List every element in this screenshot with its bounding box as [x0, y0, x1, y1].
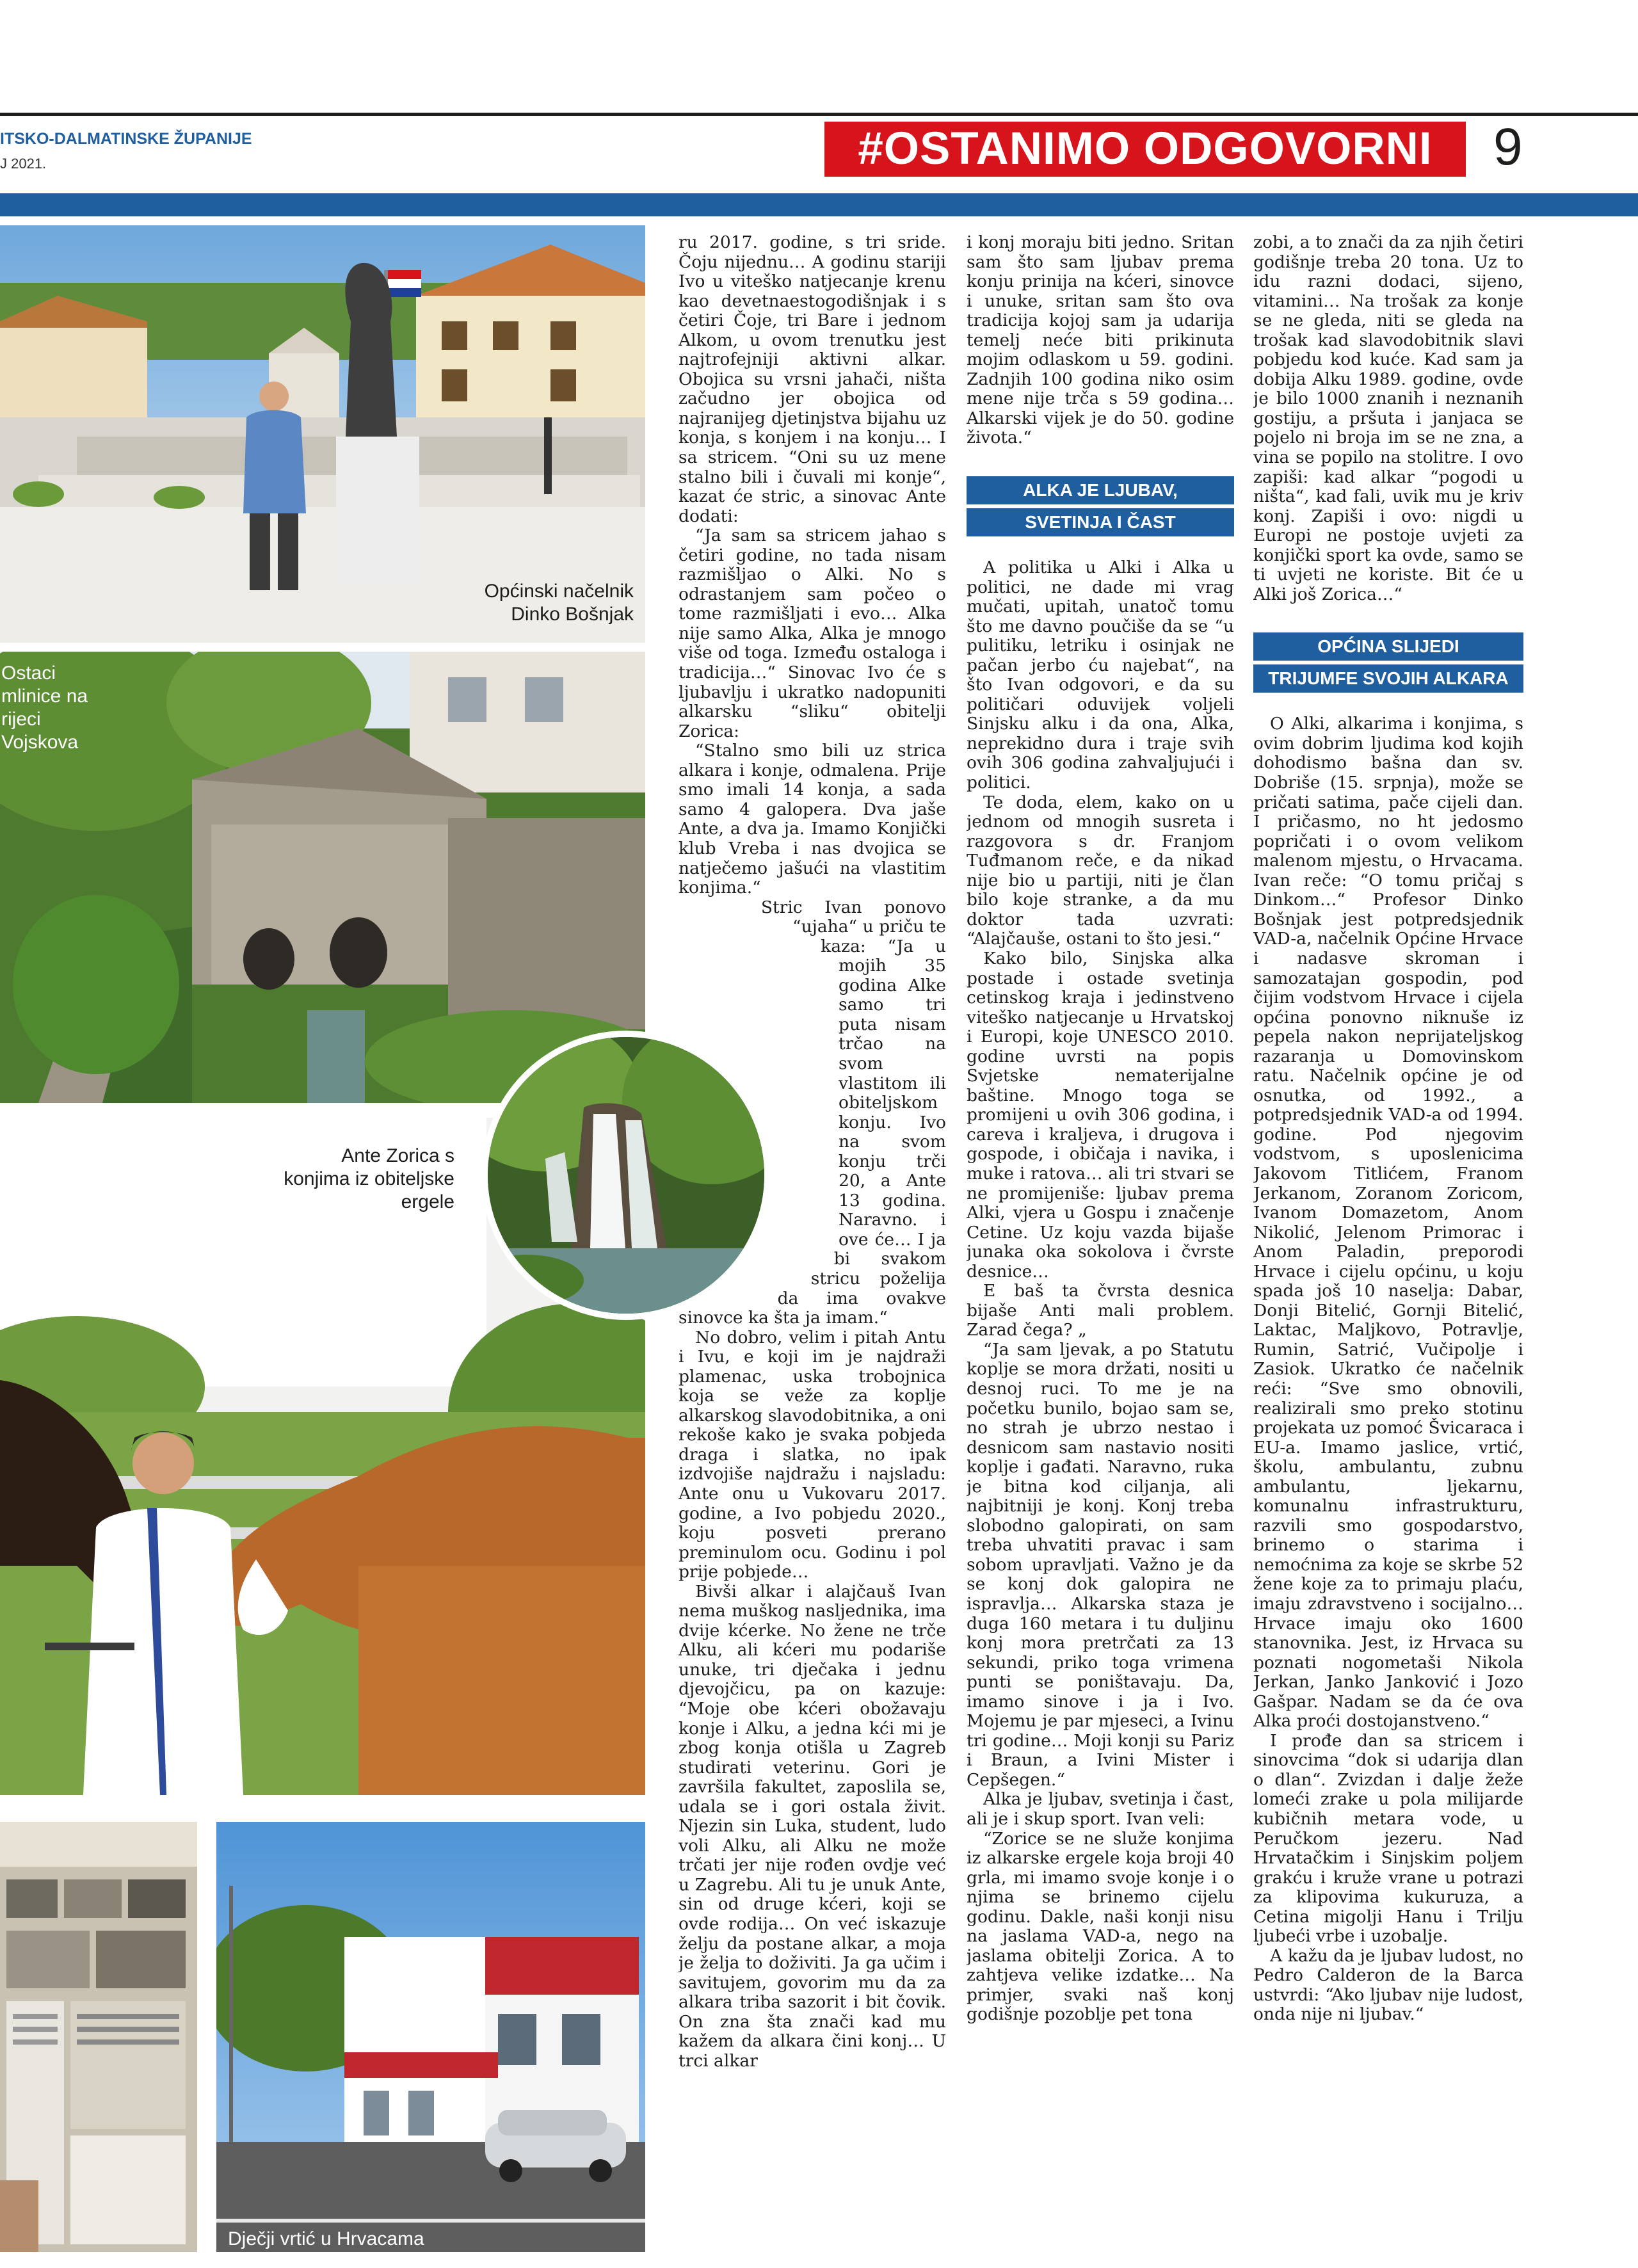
- paragraph: I prođe dan sa stricem i sinovcima “dok si udarija dlan o dlan“. Zvizdan i dalje žeže lomeći zrake u pola milijarde kubičnih metara vode, u Peručkom jezeru. Nad Hrvatačkim i Sinjskim poljem grakću i kruže vrane u potrazi za klipovima kukuruza, a Cetina migolji Hanu i Trilju ljubeći vrbe i uzobalje.: [1253, 1730, 1523, 1947]
- photo-kindergarten: [216, 1822, 645, 2252]
- caption-horses: Ante Zorica s konjima iz obiteljske ergele: [284, 1145, 454, 1212]
- header-rule: [0, 113, 1638, 116]
- paragraph: No dobro, velim i pitah Antu i Ivu, e koji im je najdraži plamenac, uska trobojnica koja se veže za koplje alkarskog slavodobitnika, a oni rekoše kako je svaka pobjeda draga i slatka, no ipak izdvojiše najdražu i najsladu: Ante onu u Vukovaru 2017. godine, a Ivo pobjedu 2020., koju posveti prerano preminulom ocu. Godinu i pol prije pobjede…: [678, 1327, 946, 1582]
- paragraph: i konj moraju biti jedno. Sritan sam što sam ljubav prema konju prinija na kćeri, sinovce i unuke, sritan sam što ova tradicija kojoj sam ja udarija temelj neće biti prikinuta mojim odlaskom u 59. godini. Zadnjih 100 godina niko osim mene nije trča s 59 godina… Alkarski vijek je do 50. godine života.“: [967, 233, 1234, 448]
- caption-mayor: Općinski načelnik Dinko Bošnjak: [484, 581, 634, 625]
- paragraph: Te doda, elem, kako on u jednom od mnogih susreta i razgovora s dr. Franjom Tuđmanom reče, e da nikad nije bio u partiji, niti je član bilo koje stranke, a da mu doktor tada uzvrati: “Alajčauše, ostani to što jesi.“: [967, 792, 1234, 949]
- paragraph: ru 2017. godine, s tri sride. Čoju nijednu… A godinu stariji Ivo u viteško natjecanje krenu kao devetnaestogodišnjak i s četiri Čoje, tri Bare i jednom Alkom, u ovom trenutku jest najtrofejniji aktivni alkar. Obojica su vrsni jahači, ništa začudno jer obojica od najranijeg djetinjstva bijahu uz konja, s konjem i na konju… I sa stricem. “Oni su uz mene stalno bili i čuvali mi konje“, kazat će stric, a sinovac Ante dodati:: [678, 233, 946, 526]
- section-title: ITSKO-DALMATINSKE ŽUPANIJE: [0, 130, 252, 148]
- article-column-3: [1253, 233, 1523, 2256]
- caption-kindergarten: Dječji vrtić u Hrvacama: [228, 2228, 424, 2249]
- paragraph: Bivši alkar i alajčauš Ivan nema muškog nasljednika, ima dvije kćerke. No žene ne trče Alku, ali kćeri mu podariše unuke, tri dječaka i jednu djevojčicu, pa on kazuje: “Moje obe kćeri obožavaju konje i Alku, a jedna kći mi je zbog konja otišla u Zagreb studirati veterinu. Gori je završila fakultet, zaposlila se, udala se i gori ostala živit. Njezin sin Luka, student, ludo voli Alku, ali Alku ne može trčati jer nije rođen ovdje već u Zagrebu. Ali tu je unuk Ante, sin od druge kćeri, koji se ovde rodija… On već iskazuje želju da postane alkar, a moja je želja to doživiti. Ja ga učim i savitujem, govorim mu da za alkara triba sazorit i bit čovik. On zna šta znači kad mu kažem da alkara čini konj… U trci alkar: [678, 1581, 946, 2071]
- paragraph: E baš ta čvrsta desnica bijaše Anti mali problem. Zarad čega? „: [967, 1281, 1234, 1340]
- paragraph: “Zorice se ne služe konjima iz alkarske ergele koja broji 40 grla, mi imamo svoje konje i o njima se brinemo cijelu godinu. Dakle, naši konji nisu na jaslama VAD-a, nego na jaslama obitelji Zorica. A to zahtjeva velike izdatke… Na primjer, svaki naš konj godišnje pozoblje pet tona: [967, 1828, 1234, 2025]
- photo-exhibit: [0, 1822, 197, 2252]
- subheading-line-1: ALKA JE LJUBAV,: [967, 476, 1234, 504]
- subheading-line-2: SVETINJA I ČAST: [967, 508, 1234, 536]
- paragraph: Kako bilo, Sinjska alka postade i ostade svetinja cetinskog kraja i jedinstveno viteško natjecanje u Hrvatskoj i Europi, koje UNESCO 2010. godine uvrsti na popis Svjetske nematerijalne baštine. Mnogo toga se promijeni u ovih 306 godina, i careva i kraljeva, i drugova i gospode, i običaja i navika, i muke i ratova… ali tri stvari se ne promijeniše: ljubav prema Alki, vjera u Gospu i značenje Cetine. Uz koju vazda bijaše junaka oka sokolova i čvrste desnice…: [967, 948, 1234, 1282]
- caption-mill: Ostaci mlinice na rijeci Vojskova: [1, 663, 88, 753]
- header-blue-bar: [0, 193, 1638, 216]
- article-column-1: [678, 233, 946, 2256]
- page-number: 9: [1493, 118, 1523, 176]
- campaign-banner: #OSTANIMO ODGOVORNI: [824, 122, 1466, 177]
- article-column-2: [967, 233, 1234, 2256]
- paragraph: O Alki, alkarima i konjima, s ovim dobrim ljudima kod kojih dohodismo bašna dan sv. Dobriše (15. srpnja), može se pričati satima, pače cijeli dan. I pričasmo, no ht jedosmo popričati i o ovom velikom malenom mjestu, o Hrvacama. Ivan reče: “O tomu pričaj s Dinkom…“ Profesor Dinko Bošnjak jest potpredsjednik VAD-a, načelnik Općine Hrvace i nadasve skroman i samozatajan gospodin, pod čijim vodstvom Hrvace i cijela općina ponovno niknuše iz pepela nakon neprijateljskog razaranja u Domovinskom ratu. Načelnik općine je od osnutka, od 1992., a potpredsjednik VAD-a od 1994. godine. Pod njegovim vodstvom, s uposlenicima Jakovom Titlićem, Franom Jerkanom, Zoranom Zoricom, Ivanom Domazetom, Anom Nikolić, Jelenom Primorac i Anom Paladin, preporodi Hrvace i cijelu općinu, u koju spada još 10 naselja: Dabar, Donji Bitelić, Gornji Bitelić, Laktac, Maljkovo, Potravlje, Rumin, Satrić, Vučipolje i Zasiok. Ukratko će načelnik reći: “Sve smo obnovili, realizirali smo preko stotinu projekata uz pomoć Švicaraca i EU-a. Imamo jaslice, vrtić, školu, ambulantu, zubnu ambulantu, ljekarnu, komunalnu infrastrukturu, razvili smo gospodarstvo, brinemo o starima i nemoćnima za koje se skrbe 52 žene koje za to primaju plaću, imaju zdravstveno i socijalno… Hrvace imaju oko 1600 stanovnika. Jest, iz Hrvaca su poznati nogometaši Nikola Jerkan, Janko Janković i Jozo Gašpar. Nadam se da će ova Alka proći dostojanstveno.“: [1253, 714, 1523, 1732]
- paragraph: “Ja sam sa stricem jahao s četiri godine, no tada nisam razmišljao o Alki. No s odrastanjem sam počeo o tome razmišljati i evo… Alka nije samo Alka, Alka je mnogo više od toga. Između ostaloga i tradicija…“ Sinovac Ivo će s ljubavlju i ukratko nadopuniti alkarsku “sliku“ obitelji Zorica:: [678, 526, 946, 741]
- paragraph: “Stalno smo bili uz strica alkara i konje, odmalena. Prije smo imali 14 konja, a sada samo 4 galopera. Dva jaše Ante, a dva ja. Imamo Konjički klub Vreba i nas dvojica se natječemo jašući na vlastitim konjima.“: [678, 741, 946, 898]
- issue-date: J 2021.: [0, 156, 47, 172]
- paragraph: A kažu da je ljubav ludost, no Pedro Calderon de la Barca ustvrdi: “Ako ljubav nije ludost, onda nije ni ljubav.“: [1253, 1945, 1523, 2025]
- subheading-line-1: OPĆINA SLIJEDI: [1253, 632, 1523, 661]
- paragraph: A politika u Alki i Alka u politici, ne dade mi vrag mučati, upitah, unatoč tomu što me davno poučiše da se “u pulitiku, letriku i osinjak ne pačan jerbo ću najebat“, na što Ivan odgovori, e da su političari oduvijek voljeli Sinjsku alku i da ona, Alka, neprekidno dura i traje svih ovih 306 godina zahvaljujući i politici.: [967, 558, 1234, 793]
- paragraph: Alka je ljubav, svetinja i čast, ali je i skup sport. Ivan veli:: [967, 1789, 1234, 1830]
- subheading-line-2: TRIJUMFE SVOJIH ALKARA: [1253, 664, 1523, 693]
- paragraph: Stric Ivan ponovo “ujaha“ u priču te kaza: “Ja u mojih 35 godina Alke samo tri puta nisam trčao na svom vlastitom ili obiteljskom konju. Ivo na svom konju trči 20, a Ante 13 godina. Naravno. i ove će… I ja bi svakom stricu poželija da ima ovakve sinovce ka šta ja imam.“: [678, 897, 946, 1328]
- paragraph: zobi, a to znači da za njih četiri godišnje treba 20 tona. Uz to idu razni dodaci, sijeno, vitamini… Na trošak za konje se ne gleda, niti se gleda na trošak kad slavodobitnik slavi pobjedu kod kuće. Kad sam ja dobija Alku 1989. godine, ovde je bilo 1000 znanih i neznanih gostiju, a pršuta i janjaca se pojelo ni broja im se ne zna, a vina se popilo na stolitre. I ovo zapiši: kad alkar “pogodi u ništa“, kad fali, uvik mu je kriv konj. Zapiši i ovo: nigdi u Europi ne postoje uvjeti za konjički sport ka ovde, samo se ti uvjeti ne koriste. Bit će u Alki još Zorica…“: [1253, 233, 1523, 604]
- paragraph: “Ja sam ljevak, a po Statutu koplje se mora držati, nositi u desnoj ruci. To me je na početku bunilo, bojao sam se, no strah je ubrzo nestao i desnicom sam nastavio nositi koplje i gađati. Naravno, ruka je bitna kod ciljanja, ali najbitniji je konj. Konj treba slobodno galopirati, on sam treba uhvatiti pravac i sam sobom upravljati. Važno je da se konj dok galopira ne ispravlja… Alkarska staza je duga 160 metara i tu duljinu konj mora pretrčati za 13 sekundi, priko toga vrimena punti se poništavaju. Da, imamo sinove i ja i Ivo. Mojemu je par mjeseci, a Ivinu tri godine… Moji konji su Pariz i Braun, a Ivini Mister i Cepšegen.“: [967, 1339, 1234, 1790]
